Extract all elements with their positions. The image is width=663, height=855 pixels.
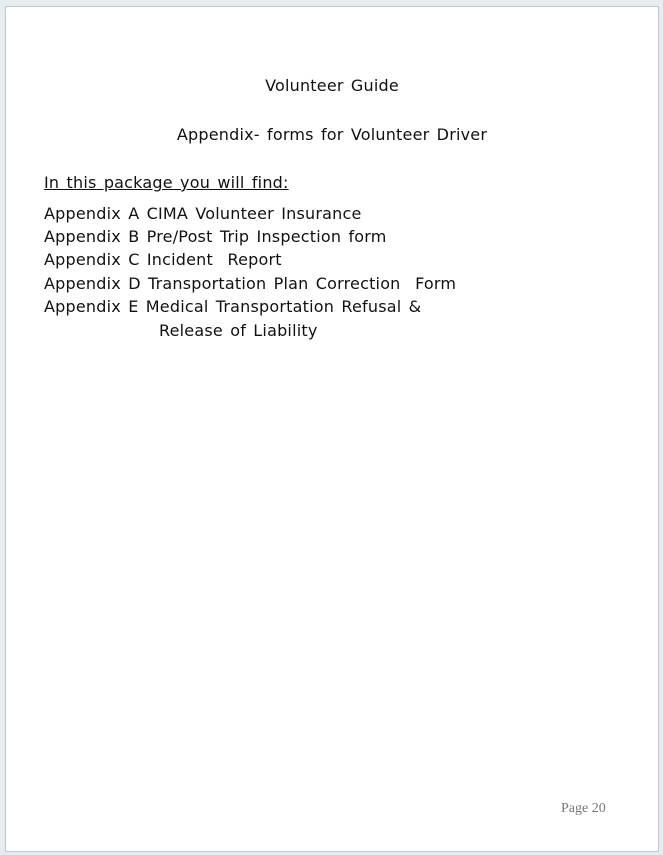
list-item: Appendix E Medical Transportation Refusal & [44, 297, 422, 316]
page-number: Page 20 [561, 801, 606, 816]
intro-text: In this package you will find: [44, 173, 289, 192]
list-item: Appendix C Incident Report [44, 250, 282, 269]
document-subtitle: Appendix- forms for Volunteer Driver [176, 125, 488, 144]
document-title: Volunteer Guide [265, 76, 399, 95]
document-page [5, 6, 659, 852]
list-item: Appendix B Pre/Post Trip Inspection form [44, 227, 387, 246]
list-item: Appendix A CIMA Volunteer Insurance [44, 204, 362, 223]
list-item: Appendix D Transportation Plan Correction Form [44, 274, 457, 293]
list-item-continuation: Release of Liability [159, 321, 318, 340]
